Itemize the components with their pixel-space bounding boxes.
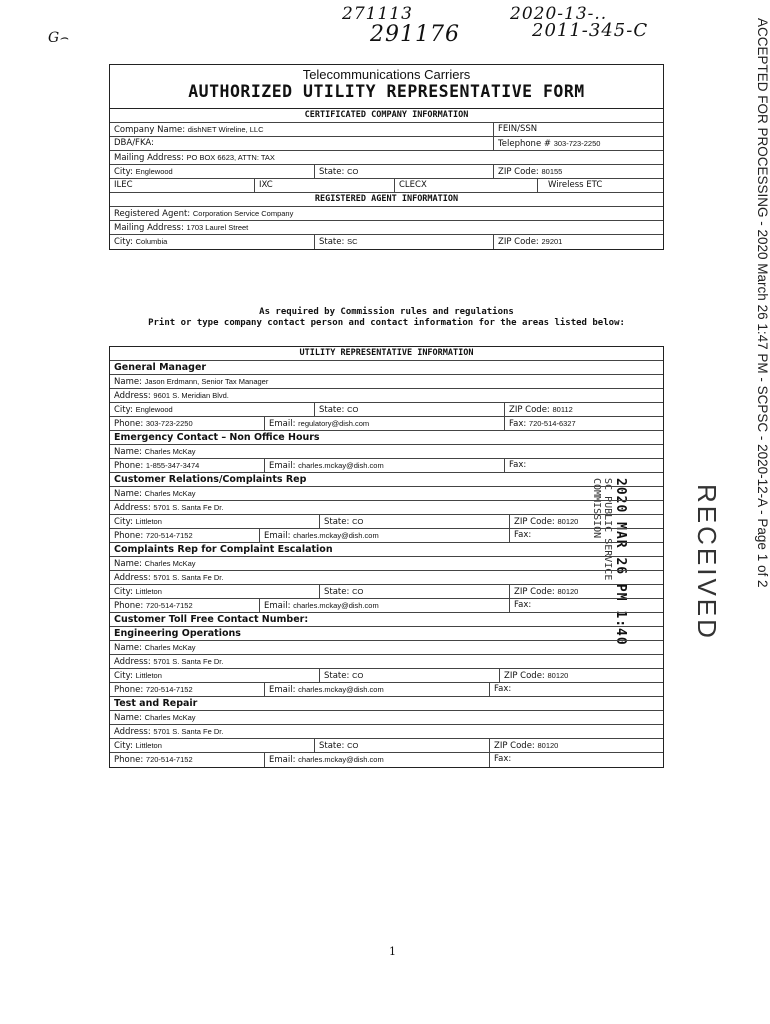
mailing-row: Mailing Address: PO BOX 6623, ATTN: TAX: [110, 151, 663, 165]
agent-city-row: City: Columbia State: SC ZIP Code: 29201: [110, 235, 663, 249]
form-title-block: [110, 67, 663, 109]
utility-rep-table: UTILITY REPRESENTATIVE INFORMATION General Manager Name: Jason Erdmann, Senior Tax Manager Address: 9601 S. Meridian Blvd. City: Englewood State: CO ZIP Code: 80112 Phone: 303-723-2250 Email: regulatory@dish.com Fax: 720-514-6327 Emergency Contact – Non Office Hours Name: Charles McKay Phone: 1-855-347-3474 Email: charles.mckay@dish.com Fax: Customer Relations/Complaints Rep Name: Charles McKay Address: 5701 S. Santa Fe Dr. City: Littleton State: CO ZIP Code: 80120 Phone: 720-514-7152 Email: charles.mckay@dish.com Fax: Complaints Rep for Complaint Escalation Name: Charles McKay Address: 5701 S. Santa Fe Dr. City: Littleton State: CO ZIP Code: 80120 Phone: 720-514-7152 Email: charles.mckay@dish.com Fax: Customer Toll Free Contact Number: Engineering Operations Name: Charles McKay Address: 5701 S. Santa Fe Dr. City: Littleton State: CO ZIP Code: 80120 Phone: 720-514-7152 Email: charles.mckay@dish.com Fax: Test and Repair Name: Charles McKay Address: 5701 S. Santa Fe Dr. City: Littleton State: CO ZIP Code: 80120 Phone: 720-514-7152 Email: charles.mckay@dish.com Fax:: [109, 346, 664, 768]
stamp-commission-line1: SC PUBLIC SERVICE: [602, 478, 613, 581]
agent-section-header: REGISTERED AGENT INFORMATION: [110, 193, 663, 207]
agent-mailing-row: Mailing Address: 1703 Laurel Street: [110, 221, 663, 235]
page-number: 1: [389, 945, 396, 958]
gm-name: Jason Erdmann, Senior Tax Manager: [144, 377, 269, 386]
form-subtitle: Telecommunications Carriers: [302, 67, 471, 82]
company-city-row: City: Englewood State: CO ZIP Code: 80155: [110, 165, 663, 179]
carrier-wireless: Wireless ETC: [548, 180, 603, 190]
company-telephone-value: 303-723-2250: [553, 139, 601, 148]
handwritten-case-number: 2011-345-C: [532, 20, 649, 41]
escalation-section-title: Complaints Rep for Complaint Escalation: [110, 543, 663, 557]
acceptance-stamp-vertical: ACCEPTED FOR PROCESSING - 2020 March 26 1:47 PM - SCPSC - 2020-12-A - Page 1 of 2: [755, 18, 770, 588]
gm-section-title: General Manager: [110, 361, 663, 375]
handwritten-corner-mark: G⌢: [48, 30, 69, 46]
company-info-table: [109, 64, 664, 250]
carrier-type-row: [110, 179, 663, 193]
handwritten-docket-note: 271113: [342, 4, 413, 24]
company-mailing-value: PO BOX 6623, ATTN: TAX: [186, 153, 275, 162]
stamp-commission-line2: COMMISSION: [591, 478, 602, 539]
emergency-section-title: Emergency Contact – Non Office Hours: [110, 431, 663, 445]
tollfree-section-title: Customer Toll Free Contact Number:: [110, 613, 663, 627]
carrier-ilec: ILEC: [110, 179, 255, 192]
company-name-value: dishNET Wireline, LLC: [187, 125, 264, 134]
utility-section-header: UTILITY REPRESENTATIVE INFORMATION: [110, 347, 663, 361]
carrier-clecx: CLECX: [395, 179, 538, 192]
agent-row: Registered Agent: Corporation Service Company: [110, 207, 663, 221]
customer-relations-section-title: Customer Relations/Complaints Rep: [110, 473, 663, 487]
fein-field: FEIN/SSN: [498, 124, 538, 134]
requirement-note: As required by Commission rules and regulations Print or type company contact person and contact information for the areas listed below:: [148, 307, 625, 328]
engineering-section-title: Engineering Operations: [110, 627, 663, 641]
repair-section-title: Test and Repair: [110, 697, 663, 711]
cert-section-header: CERTIFICATED COMPANY INFORMATION: [110, 109, 663, 123]
company-name-row: Company Name: dishNET Wireline, LLC FEIN/SSN: [110, 123, 663, 137]
received-stamp: RECEIVED: [692, 484, 722, 641]
form-title: AUTHORIZED UTILITY REPRESENTATIVE FORM: [188, 82, 585, 101]
stamp-date: 2020 MAR 26 PM 1:40: [613, 478, 628, 646]
handwritten-docket-number: 291176: [370, 22, 460, 47]
carrier-ixc: IXC: [255, 179, 395, 192]
handwritten-case-note: 2020-13-..: [510, 4, 608, 24]
dba-row: DBA/FKA: Telephone # 303-723-2250: [110, 137, 663, 151]
